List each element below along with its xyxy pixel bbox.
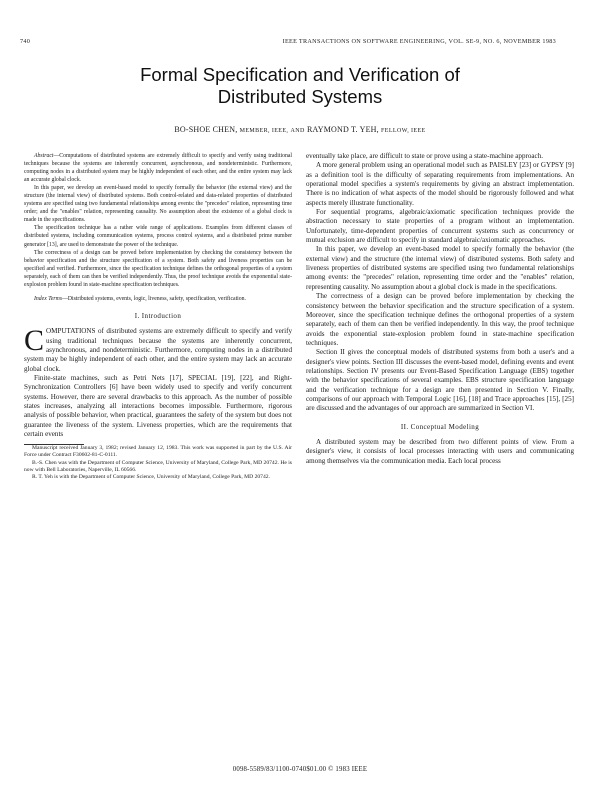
right-paragraph-6: A distributed system may be described from two different points of view. From a designer's view, it consists of local processes interacting with users and communicating among themselves via the communication media. Each local process <box>306 437 574 465</box>
index-terms-label: Index Terms <box>34 295 63 302</box>
footnotes <box>24 444 292 480</box>
abstract-paragraph-1 <box>24 152 292 184</box>
author-and: AND <box>290 128 305 134</box>
section-heading-conceptual: II. Conceptual Modeling <box>400 422 480 431</box>
copyright-line: 0098-5589/83/1100-0740$01.00 © 1983 IEEE <box>232 766 368 773</box>
section-heading-intro: I. Introduction <box>134 311 182 320</box>
right-paragraph-2: For sequential programs, algebraic/axiomatic specification techniques provide the abstraction necessary to state properties of a program without an implementation. Unfortunately, time-dependent properties of concurrent systems such as concurrency or mutual exclusion are difficult to specify in standard algebraic/axiomatic approaches. <box>306 208 574 245</box>
author-2-title: FELLOW, IEEE <box>381 128 426 134</box>
right-paragraph-5: Section II gives the conceptual models of distributed systems from both a user's and a designer's view points. Section III discusses the event-based model, defining events and event relationships. Section IV presents our Event-Based Specification Language (EBS) together with the behavior specifications of several examples. EBS structure specification language and the verification technique for a design are then presented in Section V. Finally, comparisons of our approach with Temporal Logic [16], [18] and Trace approaches [15], [25] are discussed and the advantages of our approach are summarized in Section VI. <box>306 348 574 413</box>
author-line <box>40 125 560 134</box>
author-1-title: MEMBER, IEEE, <box>239 128 289 134</box>
intro-section <box>24 312 292 439</box>
page-number: 740 <box>20 38 31 45</box>
abstract-paragraph-4: The correctness of a design can be proved before implementation by checking the consistency between the behavior specification and the structure specification of a system. Both safety and liveness properties can be specified and verified. Furthermore, since the specification technique defines the orthogonal properties of a system separately, each of them can then be verified independently. Thus, the proof technique avoids the exponential state-explosion problem found in state-machine specification techniques. <box>24 249 292 288</box>
right-paragraph-3: In this paper, we develop an event-based model to specify formally the behavior (the external view) and the structure (the internal view) of distributed systems. Both safety and liveness properties of distributed systems are specified using two fundamental relationships among events: the "precedes" relation, representing time order and the "enables" relation, representing causality. No assumption about a global clock is made in the specifications. <box>306 245 574 291</box>
abstract-label: Abstract <box>34 153 54 159</box>
abstract-text-1: —Computations of distributed systems are extremely difficult to specify and verify using traditional techniques because the systems are inherently concurrent, asynchronous, and nondeterministic. Furthermore, computing nodes in a distributed system may be highly independent of each other, and the entire system may lack an accurate global clock. <box>24 153 292 184</box>
right-paragraph-0: eventually take place, are difficult to state or prove using a state-machine approach. <box>306 152 544 160</box>
intro-text-1: OMPUTATIONS of distributed systems are extremely difficult to specify and verify using traditional techniques because the systems are inherently concurrent, asynchronous, and nondeterministic. Furthermore, computing nodes in a distributed system may be highly independent of each other, and the entire system may lack an accurate global clock. <box>24 327 292 373</box>
index-terms <box>24 295 292 303</box>
footnote-3: R. T. Yeh is with the Department of Computer Science, University of Maryland, College Park, MD 20742. <box>32 473 270 480</box>
drop-cap: C <box>24 324 45 358</box>
title-line-1: Formal Specification and Verification of <box>140 64 460 85</box>
footnote-1: Manuscript received January 3, 1982; revised January 12, 1983. This work was supported in part by the U.S. Air Force under Contract F30602-81-C-0111. <box>24 445 292 459</box>
index-terms-text: —Distributed systems, events, logic, liveness, safety, specification, verification. <box>62 295 246 302</box>
abstract-paragraph-2: In this paper, we develop an event-based model to specify formally the behavior (the external view) and the structure (the internal view) of distributed systems. Both control-related and data-related properties of distributed systems are specified using two fundamental relationships among events: the "precedes" relation, representing time order; and the "enables" relation, representing causality. No assumption about the existence of a global clock is made in the specifications. <box>24 185 292 224</box>
right-paragraph-4: The correctness of a design can be proved before implementation by checking the consistency between the behavior specification and the structure specification of a system. Moreover, since the specification technique defines the orthogonal properties of a system separately, each of them can then be verified independently. In this way, the proof technique avoids the exponential state-explosion problem found in state-machine specification techniques. <box>306 292 574 347</box>
author-1: BO-SHOE CHEN, <box>174 125 238 134</box>
intro-paragraph-2: Finite-state machines, such as Petri Nets [17], SPECIAL [19], [22], and Right-Synchronization Controllers [6] have been widely used to specify and verify concurrent systems. However, there are several drawbacks to this approach. As the number of possible states increases, analyzing all interactions becomes impossible. Furthermore, rigorous analysis of possible behavior, when practical, guarantees the safety of the system but does not guarantee the liveness of the system. Liveness properties, which are the requirements that certain events <box>24 373 292 438</box>
right-paragraph-1: A more general problem using an operational model such as PAISLEY [23] or GYPSY [9] as a definition tool is the difficulty of separating requirements from implementations. An operational model specifies a system's requirements by giving an abstract implementation. There is no indication of what aspects of the model should be rigorously followed and what aspects merely illustrate functionality. <box>306 161 574 207</box>
footnote-2: B.-S. Chen was with the Department of Computer Science, University of Maryland, College Park, MD 20742. He is now with Bell Laboratories, Naperville, IL 60566. <box>24 459 292 473</box>
journal-header: IEEE TRANSACTIONS ON SOFTWARE ENGINEERING, VOL. SE-9, NO. 6, NOVEMBER 1983 <box>282 38 556 45</box>
title-line-2: Distributed Systems <box>217 86 383 107</box>
right-column <box>306 152 574 466</box>
author-2: RAYMOND T. YEH, <box>306 125 379 134</box>
intro-paragraph-1 <box>24 324 292 374</box>
paper-title <box>40 64 560 108</box>
abstract-paragraph-3: The specification technique has a rather wide range of applications. Examples from different classes of distributed systems, including communication systems, process control systems, and a distributed prime number generator [13], are used to demonstrate the power of the technique. <box>24 225 292 248</box>
left-column <box>24 152 292 481</box>
abstract <box>24 152 292 303</box>
